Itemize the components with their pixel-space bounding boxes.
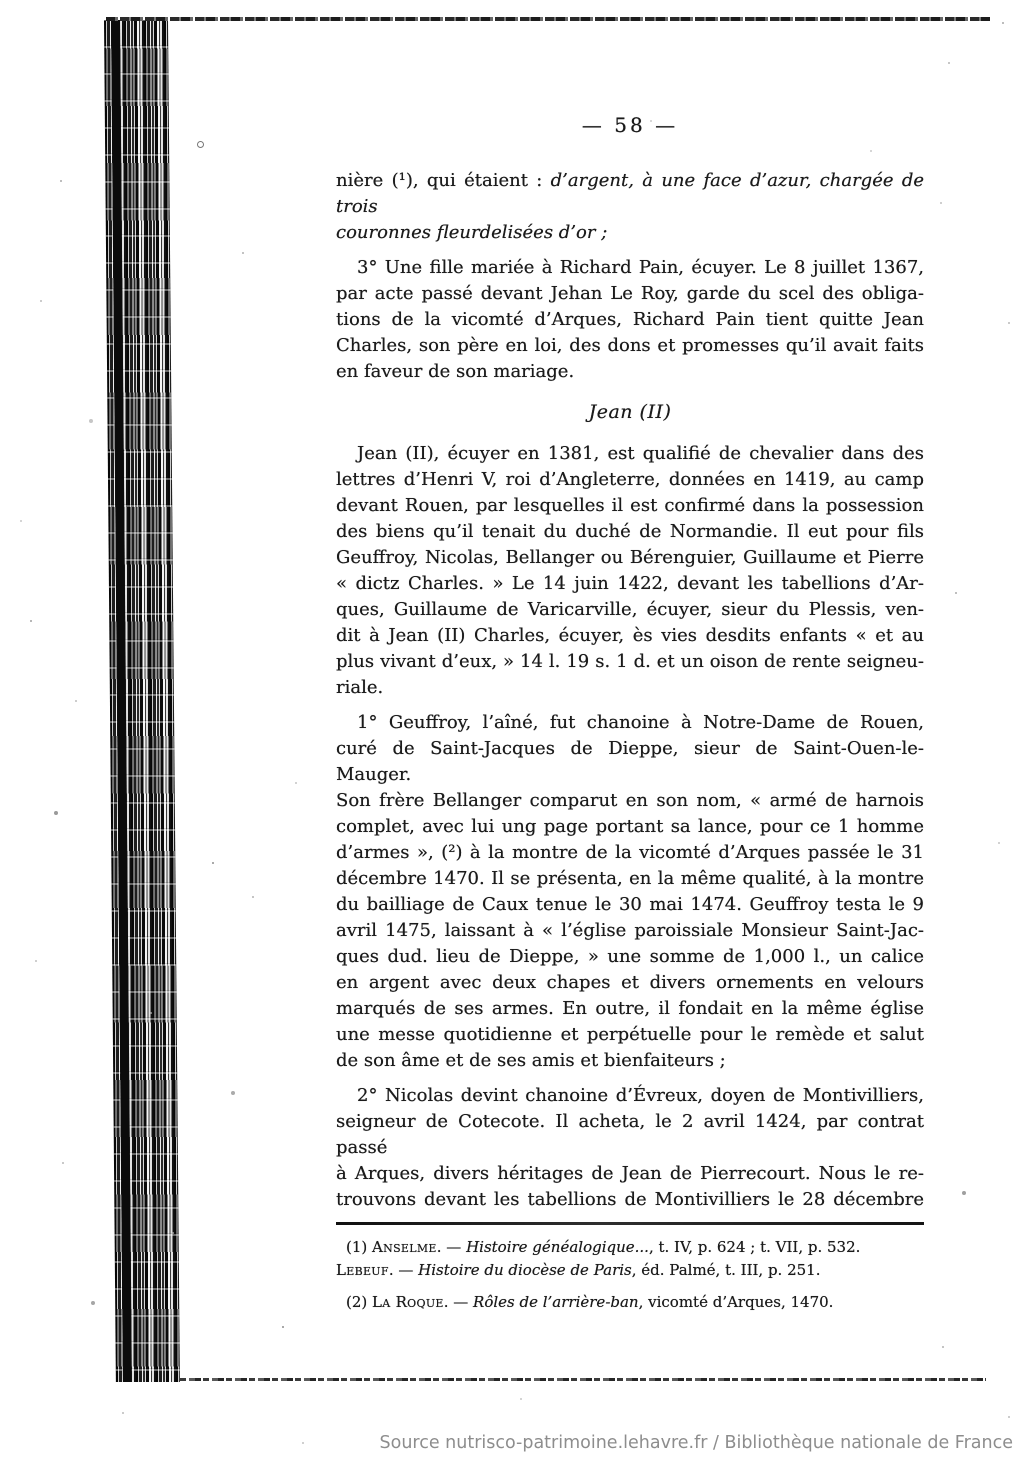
text-line [336,307,924,333]
text-line [336,944,924,970]
italic-text-segment: Rôles de l’arrière-ban [473,1293,639,1311]
text-segment: lettres d’Henri V, roi d’Angleterre, données en 1419, au camp [336,469,924,490]
text-segment: à Arques, divers héritages de Jean de Pierrecourt. Nous le re- [336,1163,924,1184]
text-line [336,1259,924,1282]
text-line [336,918,924,944]
italic-text-segment: Histoire généalogique... [466,1238,649,1256]
text-segment: marqués de ses armes. En outre, il fondait en la même église [336,998,924,1019]
text-segment: Jean (II), écuyer en 1381, est qualifié de chevalier dans des [357,443,924,464]
text-segment: tions de la vicomté d’Arques, Richard Pain tient quitte Jean [336,309,924,330]
text-line [336,996,924,1022]
page-number: — 58 — [581,113,679,137]
para-geuffroy [336,710,924,1074]
smallcaps-author-name: La Roque [372,1293,444,1311]
text-segment: par acte passé devant Jehan Le Roy, garde du scel des obliga- [336,283,924,304]
text-line [336,545,924,571]
footnote-separator-rule [336,1222,924,1225]
text-line [336,866,924,892]
section-heading: Jean (II) [588,401,672,423]
book-binding-texture [104,20,180,1382]
para-fille-richard-pain [336,255,924,385]
text-line [336,970,924,996]
text-segment: Geuffroy, Nicolas, Bellanger ou Bérenguier, Guillaume et Pierre [336,547,924,568]
text-line [336,255,924,281]
text-segment: complet, avec lui ung page portant sa lance, pour ce 1 homme [336,816,924,837]
text-line [336,1083,924,1109]
text-segment: devant Rouen, par lesquelles il est confirmé dans la possession [336,495,924,516]
text-segment: , vicomté d’Arques, 1470. [638,1293,834,1311]
text-line [336,814,924,840]
text-segment: décembre 1470. Il se présenta, en la même qualité, à la montre [336,868,924,889]
text-segment: une messe quotidienne et perpétuelle pour le remède et salut [336,1024,924,1045]
text-line [336,467,924,493]
page-bottom-edge-line [180,1378,986,1381]
text-segment: nière (¹), qui étaient : [336,170,551,191]
text-line [336,1048,924,1074]
text-line [336,281,924,307]
text-line [336,1187,924,1213]
footnote-2 [336,1291,924,1314]
source-attribution: Source nutrisco-patrimoine.lehavre.fr / Bibliothèque nationale de France [379,1433,1013,1453]
text-segment: dit à Jean (II) Charles, écuyer, ès vies desdits enfants « et au [336,625,924,646]
smallcaps-author-name: Lebeuf [336,1261,389,1279]
text-segment: d’armes », (²) à la montre de la vicomté d’Arques passée le 31 [336,842,924,863]
text-segment: , t. IV, p. 624 ; t. VII, p. 532. [648,1238,861,1256]
text-line [336,441,924,467]
text-line [336,597,924,623]
text-segment: (1) [346,1238,373,1256]
body-content [336,168,924,1213]
italic-text-segment: d’argent, à une face d’azur, chargée de trois [336,170,925,217]
text-line [336,736,924,788]
text-line [336,1236,924,1259]
text-line [336,840,924,866]
text-segment: . — [436,1238,467,1256]
text-segment: « dictz Charles. » Le 14 juin 1422, devant les tabellions d’Ar- [336,573,924,594]
para-jean-ii [336,441,924,701]
text-segment: curé de Saint-Jacques de Dieppe, sieur de Saint-Ouen-le-Mauger. [336,738,924,785]
text-segment: ques, Guillaume de Varicarville, écuyer, sieur du Plessis, ven- [336,599,924,620]
text-segment: avril 1475, laissant à « l’église paroissiale Monsieur Saint-Jac- [336,920,924,941]
text-segment: riale. [336,677,384,698]
text-segment: . — [388,1261,419,1279]
text-line [336,1291,924,1314]
text-segment: (2) [346,1293,373,1311]
italic-text-segment: Histoire du diocèse de Paris [418,1261,632,1279]
text-line [336,168,924,220]
page-top-edge-line [106,17,990,21]
text-segment: de son âme et de ses amis et bienfaiteurs ; [336,1050,726,1071]
text-line [336,649,924,675]
text-segment: Son frère Bellanger comparut en son nom, « armé de harnois [336,790,924,811]
text-segment: plus vivant d’eux, » 14 l. 19 s. 1 d. et un oison de rente seigneu- [336,651,924,672]
text-line [336,1109,924,1161]
text-line [336,1161,924,1187]
text-segment: 1° Geuffroy, l’aîné, fut chanoine à Notre-Dame de Rouen, [357,712,924,733]
scan-speckles [0,0,2,2]
text-segment: ques dud. lieu de Dieppe, » une somme de 1,000 l., un calice [336,946,924,967]
text-segment: en faveur de son mariage. [336,361,575,382]
text-segment: . — [443,1293,474,1311]
text-segment: en argent avec deux chapes et divers ornements en velours [336,972,924,993]
text-line [336,710,924,736]
scan-ring-mark [197,141,204,148]
text-line [336,333,924,359]
text-line [336,571,924,597]
text-segment: trouvons devant les tabellions de Montivilliers le 28 décembre [336,1189,924,1210]
italic-text-segment: couronnes fleurdelisées d’or ; [336,222,608,243]
text-line [336,519,924,545]
text-line [336,892,924,918]
text-line [336,359,924,385]
para-continuation [336,168,924,246]
text-line [336,623,924,649]
text-line [336,788,924,814]
text-segment: des biens qu’il tenait du duché de Normandie. Il eut pour fils [336,521,924,542]
text-line [336,675,924,701]
text-segment: 3° Une fille mariée à Richard Pain, écuyer. Le 8 juillet 1367, [357,257,924,278]
footnote-1 [336,1236,924,1282]
text-line [336,493,924,519]
text-line [336,1022,924,1048]
footnotes [336,1236,924,1314]
para-nicolas [336,1083,924,1213]
text-segment: , éd. Palmé, t. III, p. 251. [631,1261,821,1279]
text-segment: 2° Nicolas devint chanoine d’Évreux, doyen de Montivilliers, [357,1085,924,1106]
text-segment: du bailliage de Caux tenue le 30 mai 1474. Geuffroy testa le 9 [336,894,924,915]
page-text-column [336,168,924,1323]
text-line [336,220,924,246]
text-segment: Charles, son père en loi, des dons et promesses qu’il avait faits [336,335,924,356]
smallcaps-author-name: Anselme [372,1238,437,1256]
text-segment: seigneur de Cotecote. Il acheta, le 2 avril 1424, par contrat passé [336,1111,924,1158]
